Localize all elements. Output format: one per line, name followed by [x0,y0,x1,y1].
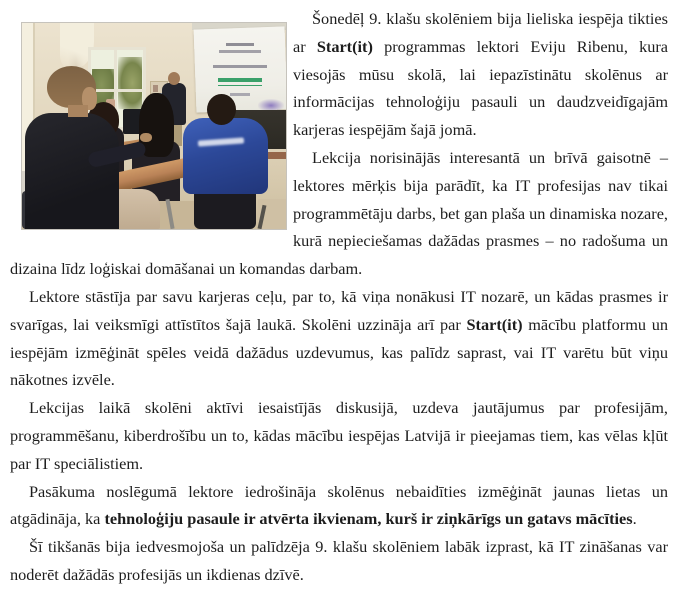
text-run: Lekcijas laikā skolēni aktīvi iesaistījās diskusijā, uzdeva jautājumus par profesijām, programmēšanu, kiberdrošību un to, kādas mācību iespējas Latvijā ir pieejamas tiem, kas vēlas kļūt par IT speciālistiem. [10,398,668,473]
bold-run: tehnoloģiju pasaule ir atvērta ikvienam, kurš ir ziņkārīgs un gatavs mācīties [104,509,633,529]
student-blond-body [25,113,119,229]
presenter-head [168,72,180,85]
slide-text-line [213,65,267,68]
notice-paper [153,85,158,92]
text-run: Šī tikšanās bija iedvesmojoša un palīdzēja 9. klašu skolēniem labāk izprast, kā IT zināšanas var noderēt dažādās profesijās un ikdienas dzīvē. [10,537,668,584]
text-run: mācību platformu un iespējām izmēģināt spēles veidā dažādus uzdevumus, kas palīdz saprast, vai IT varētu būt viņu nākotnes izvēle. [10,314,668,390]
student-blond-neck [68,105,88,117]
student-blond-hand [140,133,152,142]
slide-green-underline [218,85,262,86]
slide-text-line [230,93,250,96]
slide-text-line [219,50,261,53]
paragraph-5 [10,478,668,534]
paragraph-3 [10,283,668,394]
text-run: . [632,509,637,529]
paragraph-6 [10,533,668,589]
text-run: programmas lektori Eviju Ribenu, kura viesojās mūsu skolā, lai iepazīstinātu skolēnus ar informācijas tehnoloģiju pasauli un daudzveidīgajām karjeras iespējām šajā jomā. [293,36,669,140]
student-hoodie-body [183,118,268,194]
bold-run: Start(it) [466,314,523,334]
text-run: Lekcija norisinājās interesantā un brīvā gaisotnē – lektores mērķis bija parādīt, ka IT profesijas nav tikai programmētāju darbs, bet gan plaša un dinamiska nozare, kurā nepieciešamas dažādas prasmes – no radošuma un dizaina līdz loģiskai domāšanai un komandas darbam. [10,147,668,279]
article-body [10,5,668,589]
text-run: Šonedēļ 9. klašu skolēniem bija lieliska iespēja tikties ar [293,9,668,56]
window-foliage [118,57,142,109]
window-crossbar [90,89,144,92]
bold-run: Start(it) [316,36,373,56]
slide-green-link [218,78,262,82]
paragraph-4 [10,394,668,477]
text-run: Pasākuma noslēgumā lektore iedrošināja skolēnus nebaidīties izmēģināt jaunas lietas un atgādināja, ka [10,481,668,529]
slide-text-line [226,43,254,46]
text-run: Lektore stāstīja par savu karjeras ceļu, par to, kā viņa nonākusi IT nozarē, un kādas prasmes ir svarīgas, lai veiksmīgi attīstītos šajā laukā. Skolēni uzzināja arī par [10,286,668,334]
classroom-photo [21,22,287,230]
student-hoodie-head [207,94,236,125]
